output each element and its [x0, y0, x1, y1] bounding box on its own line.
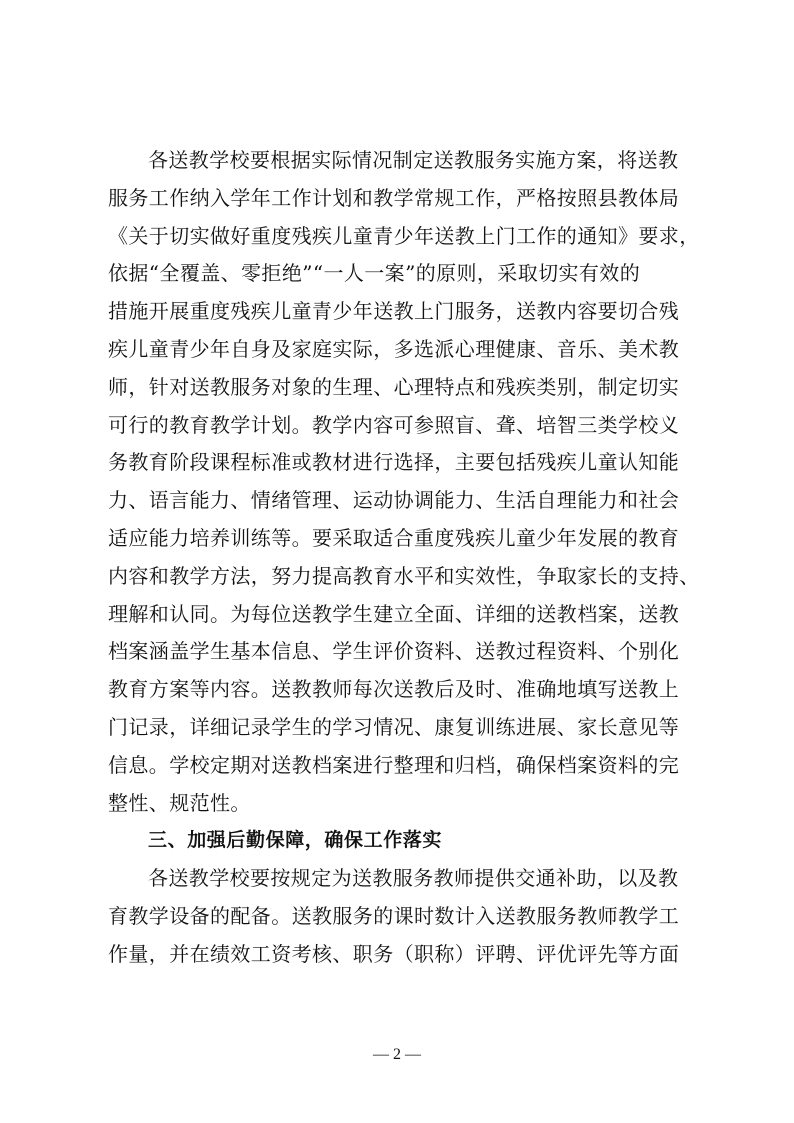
text-line: 教育方案等内容。送教教师每次送教后及时、准确地填写送教上	[108, 677, 680, 702]
text-line: 门记录，详细记录学生的学习情况、康复训练进展、家长意见等	[108, 714, 680, 739]
text-line: 疾儿童青少年自身及家庭实际，多选派心理健康、音乐、美术教	[108, 336, 680, 361]
text-line: 措施开展重度残疾儿童青少年送教上门服务，送教内容要切合残	[108, 299, 680, 324]
text-line: 整性、规范性。	[108, 790, 251, 815]
text-line: 理解和认同。为每位送教学生建立全面、详细的送教档案，送教	[108, 601, 680, 626]
paragraph-1	[108, 142, 700, 822]
document-body	[108, 142, 700, 974]
paragraph-2	[108, 860, 692, 973]
text-line: 依据“全覆盖、零拒绝”“一人一案”的原则，采取切实有效的	[108, 261, 641, 286]
text-line: 各送教学校要根据实际情况制定送教服务实施方案，将送教	[148, 148, 679, 172]
text-line: 各送教学校要按规定为送教服务教师提供交通补助，以及教	[148, 866, 679, 891]
text-line: 师，针对送教服务对象的生理、心理特点和残疾类别，制定切实	[108, 374, 680, 399]
text-line: 可行的教育教学计划。教学内容可参照盲、聋、培智三类学校义	[108, 412, 680, 437]
text-line: 档案涵盖学生基本信息、学生评价资料、送教过程资料、个别化	[108, 639, 680, 664]
text-line: 服务工作纳入学年工作计划和教学常规工作，严格按照县教体局	[108, 185, 680, 210]
text-line: 适应能力培养训练等。要采取适合重度残疾儿童少年发展的教育	[108, 525, 680, 550]
text-line: 作量，并在绩效工资考核、职务（职称）评聘、评优评先等方面	[108, 941, 680, 966]
text-line: 《关于切实做好重度残疾儿童青少年送教上门工作的通知》要求，	[108, 223, 700, 248]
text-line: 内容和教学方法，努力提高教育水平和实效性，争取家长的支持、	[108, 563, 700, 588]
text-line: 育教学设备的配备。送教服务的课时数计入送教服务教师教学工	[108, 903, 680, 928]
section-heading: 三、加强后勤保障，确保工作落实	[148, 829, 443, 852]
text-line: 务教育阶段课程标准或教材进行选择，主要包括残疾儿童认知能	[108, 450, 680, 475]
page-number: — 2 —	[373, 1046, 421, 1063]
text-line: 信息。学校定期对送教档案进行整理和归档，确保档案资料的完	[108, 752, 680, 777]
text-line: 力、语言能力、情绪管理、运动协调能力、生活自理能力和社会	[108, 488, 680, 513]
